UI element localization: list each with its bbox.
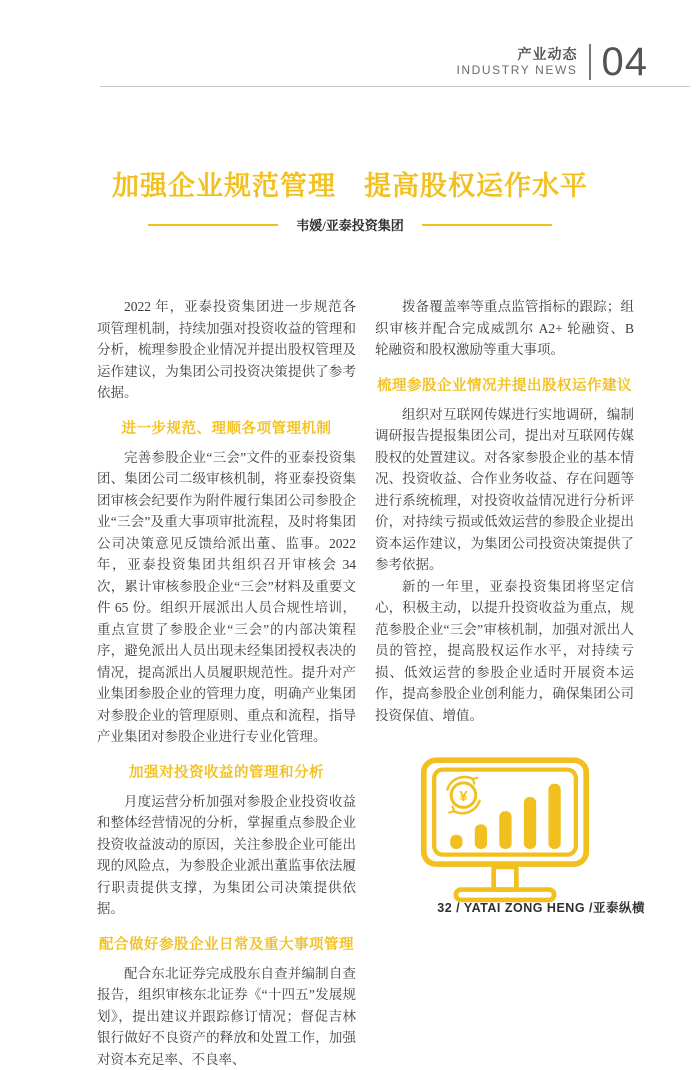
byline-text: 韦媛/亚泰投资集团 xyxy=(296,215,404,234)
header-rule xyxy=(100,86,690,87)
page-number: 04 xyxy=(602,42,649,82)
monitor-illustration xyxy=(420,756,590,906)
page-footer xyxy=(437,898,645,916)
byline xyxy=(0,215,700,234)
section-title-cn: 产业动态 xyxy=(456,46,577,64)
article-body xyxy=(97,296,634,1070)
yuan-coin-icon xyxy=(447,777,479,813)
paragraph: 配合东北证券完成股东自查并编制自查报告，组织审核东北证券《“十四五”发展规划》，提出建议并跟踪修订情况；督促吉林银行做好不良资产的释放和处置工作，加强对资本充足率、不良率、 xyxy=(97,963,356,1070)
yuan-symbol: ¥ xyxy=(459,788,468,805)
intro-paragraph: 2022 年，亚泰投资集团进一步规范各项管理机制，持续加强对投资收益的管理和分析，梳理参股企业情况并提出股权管理及运作建议，为集团公司投资决策提供了参考依据。 xyxy=(97,296,356,404)
section-heading-2: 加强对投资收益的管理和分析 xyxy=(97,761,356,782)
section-title-en: INDUSTRY NEWS xyxy=(456,63,577,78)
section-heading-1: 进一步规范、理顺各项管理机制 xyxy=(97,417,356,438)
paragraph: 完善参股企业“三会”文件的亚泰投资集团、集团公司二级审核机制，将亚泰投资集团审核会纪要作为附件履行集团公司参股企业“三会”及重大事项审批流程，及时将集团公司决策意见反馈给派出董、监事。2022 年，亚泰投资集团共组织召开审核会 34 次，累计审核参股企业“三会”材料及重要文件 65 份。组织开展派出人员合规性培训，重点宣贯了参股企业“三会”的内部决策程序，避免派出人员出现未经集团授权表决的情况，提高派出人员履职规范性。提升对产业集团参股企业的管理力度，明确产业集团对参股企业的管理原则、重点和流程，指导产业集团对参股企业进行专业化管理。 xyxy=(97,447,356,748)
paragraph: 月度运营分析加强对参股企业投资收益和整体经营情况的分析，掌握重点参股企业投资收益波动的原因，关注参股企业可能出现的风险点，为参股企业派出董监事依法履行职责提供支撑，为集团公司决策提供依据。 xyxy=(97,791,356,920)
byline-line-right xyxy=(422,224,552,226)
page-header xyxy=(456,42,648,82)
article-title: 加强企业规范管理 提高股权运作水平 xyxy=(0,164,700,203)
paragraph: 拨备覆盖率等重点监管指标的跟踪；组织审核并配合完成威凯尔 A2+ 轮融资、B 轮融资和股权激励等重大事项。 xyxy=(375,296,634,361)
header-divider xyxy=(589,44,591,80)
byline-line-left xyxy=(148,224,278,226)
footer-text: 32 / YATAI ZONG HENG /亚泰纵横 xyxy=(437,901,645,915)
column-right xyxy=(375,296,634,1070)
section-heading-3: 配合做好参股企业日常及重大事项管理 xyxy=(97,933,356,954)
column-left xyxy=(97,296,356,1070)
paragraph: 组织对互联网传媒进行实地调研，编制调研报告提报集团公司，提出对互联网传媒股权的处置建议。对各家参股企业的基本情况、投资收益、合作业务收益、存在问题等进行系统梳理，对投资收益情况进行分析评价，对持续亏损或低效运营的参股企业提出资本运作建议，为集团公司投资决策提供了参考依据。 xyxy=(375,404,634,576)
section-heading-4: 梳理参股企业情况并提出股权运作建议 xyxy=(375,374,634,395)
section-label xyxy=(456,46,577,79)
monitor-stand xyxy=(493,867,516,890)
paragraph: 新的一年里，亚泰投资集团将坚定信心，积极主动，以提升投资收益为重点，规范参股企业“三会”审核机制，加强对派出人员的管控，提高股权运作水平，对持续亏损、低效运营的参股企业适时开展资本运作，提高参股企业创利能力，确保集团公司投资保值、增值。 xyxy=(375,576,634,727)
